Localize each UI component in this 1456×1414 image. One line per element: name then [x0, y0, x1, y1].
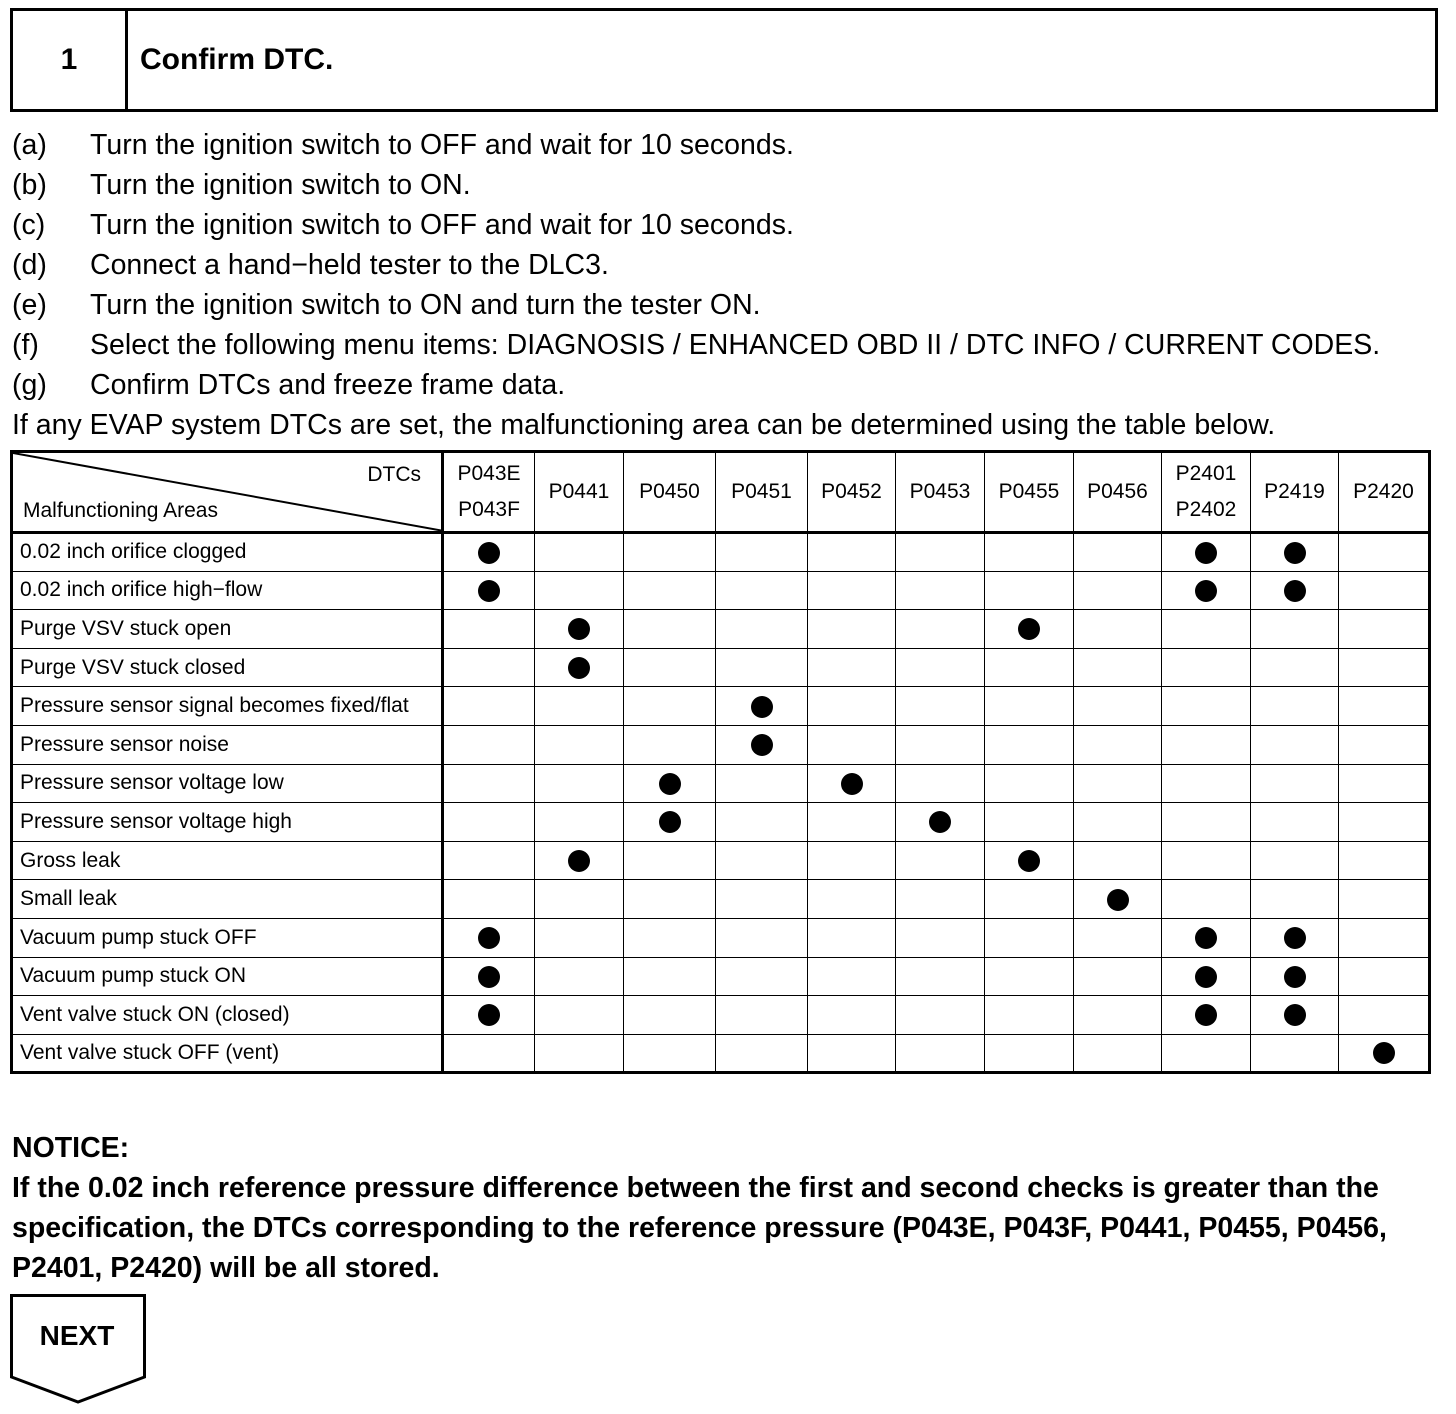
dtc-cell — [1339, 880, 1430, 919]
dtc-cell — [1074, 957, 1162, 996]
dtc-cell — [624, 996, 716, 1035]
applicable-dot-icon — [478, 542, 500, 564]
step-title: Confirm DTC. — [140, 43, 334, 76]
dtc-cell — [1074, 764, 1162, 803]
dtc-cell — [896, 841, 985, 880]
dtc-cell — [896, 725, 985, 764]
dtc-cell — [1074, 918, 1162, 957]
dtc-cell — [1339, 725, 1430, 764]
dtc-cell — [1162, 533, 1251, 572]
table-row — [12, 880, 1430, 919]
dtc-cell — [985, 610, 1074, 649]
dtc-cell — [624, 764, 716, 803]
dtc-cell — [896, 996, 985, 1035]
dtc-cell — [535, 725, 624, 764]
dtc-table — [10, 450, 1431, 1074]
dtc-cell — [808, 533, 896, 572]
dtc-cell — [896, 533, 985, 572]
table-row — [12, 687, 1430, 726]
step-letter: (b) — [12, 168, 47, 201]
dtc-cell — [1339, 648, 1430, 687]
malfunction-area: Small leak — [12, 880, 443, 919]
dtc-code: P2420 — [1353, 480, 1414, 503]
procedure-step — [12, 125, 1452, 165]
malfunction-area: 0.02 inch orifice high−flow — [12, 571, 443, 610]
dtc-cell — [1339, 610, 1430, 649]
dtc-cell — [1074, 880, 1162, 919]
dtc-cell — [985, 996, 1074, 1035]
applicable-dot-icon — [1018, 618, 1040, 640]
dtc-cell — [808, 996, 896, 1035]
dtc-cell — [535, 571, 624, 610]
dtc-column-header — [535, 452, 624, 533]
malfunction-area: Vacuum pump stuck ON — [12, 957, 443, 996]
applicable-dot-icon — [1195, 1004, 1217, 1026]
dtc-cell — [1251, 725, 1339, 764]
dtc-code: P0456 — [1087, 480, 1148, 503]
step-letter: (c) — [12, 208, 46, 241]
step-text: Turn the ignition switch to ON. — [90, 168, 471, 201]
dtc-cell — [535, 880, 624, 919]
dtc-column-header — [896, 452, 985, 533]
dtc-cell — [1251, 610, 1339, 649]
dtc-cell — [808, 957, 896, 996]
dtc-cell — [896, 1034, 985, 1073]
dtc-cell — [808, 610, 896, 649]
dtc-cell — [716, 725, 808, 764]
dtc-code: P043E — [457, 462, 521, 485]
applicable-dot-icon — [568, 850, 590, 872]
dtc-cell — [1162, 803, 1251, 842]
next-label: NEXT — [39, 1320, 115, 1351]
malfunction-area: Purge VSV stuck open — [12, 610, 443, 649]
dtc-cell — [1162, 841, 1251, 880]
dtc-cell — [1251, 571, 1339, 610]
step-letter: (f) — [12, 328, 39, 361]
dtc-cell — [716, 687, 808, 726]
dtc-cell — [535, 957, 624, 996]
applicable-dot-icon — [1018, 850, 1040, 872]
dtc-cell — [896, 610, 985, 649]
dtc-cell — [535, 610, 624, 649]
step-header — [10, 8, 1438, 112]
dtc-cell — [443, 648, 535, 687]
procedure-steps — [12, 125, 1452, 405]
dtc-cell — [443, 764, 535, 803]
dtc-cell — [1074, 648, 1162, 687]
table-row — [12, 918, 1430, 957]
dtc-cell — [535, 533, 624, 572]
malfunction-area: Pressure sensor voltage high — [12, 803, 443, 842]
dtc-column-header — [443, 452, 535, 533]
dtc-cell — [1339, 918, 1430, 957]
dtc-cell — [1339, 841, 1430, 880]
dtc-cell — [1251, 841, 1339, 880]
dtc-cell — [1162, 880, 1251, 919]
dtc-cell — [624, 1034, 716, 1073]
dtc-cell — [1162, 996, 1251, 1035]
step-text: Turn the ignition switch to OFF and wait for 10 seconds. — [90, 128, 794, 161]
dtc-cell — [896, 571, 985, 610]
table-row — [12, 764, 1430, 803]
dtc-cell — [1339, 996, 1430, 1035]
applicable-dot-icon — [841, 773, 863, 795]
dtc-cell — [808, 803, 896, 842]
dtc-code: P0441 — [548, 480, 610, 503]
dtc-code: P2401 — [1175, 462, 1237, 485]
dtc-cell — [1251, 648, 1339, 687]
dtc-cell — [1162, 918, 1251, 957]
dtc-code: P2419 — [1264, 480, 1325, 503]
dtc-cell — [716, 957, 808, 996]
dtc-cell — [1162, 725, 1251, 764]
step-letter: (e) — [12, 288, 47, 321]
notice-block — [12, 1128, 1452, 1288]
dtc-cell — [443, 1034, 535, 1073]
table-row — [12, 996, 1430, 1035]
step-text: Select the following menu items: DIAGNOSIS / ENHANCED OBD II / DTC INFO / CURRENT CODES. — [90, 328, 1381, 361]
dtc-cell — [896, 957, 985, 996]
dtc-cell — [716, 803, 808, 842]
dtc-cell — [985, 918, 1074, 957]
dtc-cell — [716, 996, 808, 1035]
table-row — [12, 957, 1430, 996]
applicable-dot-icon — [1284, 966, 1306, 988]
dtc-cell — [1251, 996, 1339, 1035]
dtc-cell — [808, 571, 896, 610]
next-marker — [10, 1294, 148, 1406]
dtc-cell — [896, 687, 985, 726]
dtc-column-header — [1162, 452, 1251, 533]
step-letter: (d) — [12, 248, 47, 281]
dtc-cell — [1162, 571, 1251, 610]
dtc-column-header — [985, 452, 1074, 533]
dtc-cell — [624, 648, 716, 687]
dtc-cell — [624, 725, 716, 764]
malfunction-area: Gross leak — [12, 841, 443, 880]
malfunction-area: Pressure sensor voltage low — [12, 764, 443, 803]
applicable-dot-icon — [478, 580, 500, 602]
dtc-cell — [1339, 1034, 1430, 1073]
dtc-column-header — [808, 452, 896, 533]
step-number: 1 — [13, 11, 128, 109]
dtc-cell — [535, 918, 624, 957]
procedure-step — [12, 165, 1452, 205]
malfunction-area: Pressure sensor noise — [12, 725, 443, 764]
dtc-cell — [443, 803, 535, 842]
dtc-cell — [716, 571, 808, 610]
notice-heading: NOTICE: — [12, 1132, 130, 1164]
dtc-cell — [716, 918, 808, 957]
dtc-cell — [1251, 1034, 1339, 1073]
corner-dtcs-label: DTCs — [367, 463, 421, 486]
dtc-cell — [443, 571, 535, 610]
table-row — [12, 571, 1430, 610]
dtc-cell — [1074, 1034, 1162, 1073]
dtc-cell — [808, 725, 896, 764]
malfunction-area: 0.02 inch orifice clogged — [12, 533, 443, 572]
dtc-cell — [985, 803, 1074, 842]
table-row — [12, 725, 1430, 764]
dtc-cell — [624, 803, 716, 842]
dtc-cell — [624, 880, 716, 919]
dtc-cell — [443, 533, 535, 572]
procedure-step — [12, 365, 1452, 405]
step-text: Connect a hand−held tester to the DLC3. — [90, 248, 609, 281]
procedure-step — [12, 205, 1452, 245]
dtc-cell — [896, 803, 985, 842]
dtc-cell — [1251, 764, 1339, 803]
procedure-step — [12, 325, 1452, 365]
table-header-row — [12, 452, 1430, 533]
dtc-cell — [535, 764, 624, 803]
dtc-cell — [1339, 764, 1430, 803]
dtc-cell — [896, 880, 985, 919]
dtc-cell — [624, 687, 716, 726]
dtc-cell — [1074, 803, 1162, 842]
dtc-cell — [1162, 648, 1251, 687]
applicable-dot-icon — [1195, 580, 1217, 602]
dtc-cell — [808, 764, 896, 803]
dtc-cell — [985, 725, 1074, 764]
dtc-cell — [624, 918, 716, 957]
dtc-cell — [985, 648, 1074, 687]
dtc-cell — [1074, 687, 1162, 726]
dtc-code: P0453 — [909, 480, 971, 503]
notice-text: If the 0.02 inch reference pressure difference between the first and second checks is greater than the specification, the DTCs corresponding to the reference pressure (P043E, P043F, P0441, P0455, P0456, P2401, P2420) will be all stored. — [12, 1172, 1387, 1284]
dtc-cell — [1162, 957, 1251, 996]
dtc-cell — [535, 841, 624, 880]
dtc-cell — [985, 687, 1074, 726]
dtc-cell — [985, 957, 1074, 996]
dtc-cell — [1074, 533, 1162, 572]
dtc-cell — [985, 533, 1074, 572]
table-row — [12, 841, 1430, 880]
procedure-step — [12, 285, 1452, 325]
dtc-code: P0452 — [821, 480, 882, 503]
dtc-column-header — [624, 452, 716, 533]
dtc-cell — [716, 533, 808, 572]
dtc-cell — [535, 803, 624, 842]
dtc-cell — [443, 996, 535, 1035]
dtc-cell — [535, 1034, 624, 1073]
dtc-column-header — [1251, 452, 1339, 533]
applicable-dot-icon — [1284, 580, 1306, 602]
dtc-cell — [808, 1034, 896, 1073]
dtc-code: P043F — [458, 498, 520, 521]
dtc-column-header — [1339, 452, 1430, 533]
malfunction-area: Vent valve stuck ON (closed) — [12, 996, 443, 1035]
table-row — [12, 610, 1430, 649]
table-row — [12, 533, 1430, 572]
dtc-cell — [985, 841, 1074, 880]
dtc-cell — [535, 996, 624, 1035]
dtc-cell — [1339, 803, 1430, 842]
dtc-cell — [808, 841, 896, 880]
dtc-cell — [716, 1034, 808, 1073]
dtc-cell — [1074, 571, 1162, 610]
corner-areas-label: Malfunctioning Areas — [23, 499, 218, 522]
dtc-cell — [896, 764, 985, 803]
applicable-dot-icon — [1195, 542, 1217, 564]
dtc-cell — [1339, 533, 1430, 572]
dtc-cell — [1251, 880, 1339, 919]
dtc-cell — [808, 880, 896, 919]
dtc-cell — [985, 1034, 1074, 1073]
applicable-dot-icon — [659, 811, 681, 833]
applicable-dot-icon — [568, 618, 590, 640]
dtc-cell — [1162, 610, 1251, 649]
step-letter: (g) — [12, 368, 47, 401]
dtc-cell — [443, 918, 535, 957]
procedure-step — [12, 245, 1452, 285]
dtc-cell — [535, 648, 624, 687]
dtc-cell — [624, 533, 716, 572]
dtc-cell — [1251, 687, 1339, 726]
dtc-cell — [716, 648, 808, 687]
dtc-cell — [808, 687, 896, 726]
table-body — [12, 533, 1430, 1073]
applicable-dot-icon — [478, 1004, 500, 1026]
applicable-dot-icon — [1195, 966, 1217, 988]
dtc-cell — [1339, 571, 1430, 610]
dtc-cell — [716, 610, 808, 649]
applicable-dot-icon — [1284, 542, 1306, 564]
applicable-dot-icon — [1373, 1042, 1395, 1064]
dtc-cell — [1074, 725, 1162, 764]
applicable-dot-icon — [659, 773, 681, 795]
dtc-cell — [716, 841, 808, 880]
dtc-cell — [1074, 610, 1162, 649]
dtc-cell — [624, 571, 716, 610]
applicable-dot-icon — [1284, 1004, 1306, 1026]
table-row — [12, 803, 1430, 842]
dtc-cell — [1251, 957, 1339, 996]
malfunction-area: Pressure sensor signal becomes fixed/flat — [12, 687, 443, 726]
malfunction-area: Vent valve stuck OFF (vent) — [12, 1034, 443, 1073]
dtc-column-header — [716, 452, 808, 533]
step-text: Turn the ignition switch to ON and turn the tester ON. — [90, 288, 761, 321]
step-letter: (a) — [12, 128, 47, 161]
dtc-cell — [1074, 996, 1162, 1035]
table-row — [12, 1034, 1430, 1073]
dtc-cell — [1162, 687, 1251, 726]
dtc-cell — [1251, 918, 1339, 957]
dtc-cell — [1162, 1034, 1251, 1073]
dtc-cell — [443, 610, 535, 649]
dtc-code: P0451 — [731, 480, 792, 503]
dtc-cell — [1251, 803, 1339, 842]
step-text: Turn the ignition switch to OFF and wait for 10 seconds. — [90, 208, 794, 241]
dtc-cell — [1251, 533, 1339, 572]
dtc-cell — [443, 957, 535, 996]
dtc-cell — [896, 648, 985, 687]
dtc-cell — [443, 687, 535, 726]
dtc-cell — [985, 764, 1074, 803]
applicable-dot-icon — [1195, 927, 1217, 949]
dtc-cell — [808, 918, 896, 957]
dtc-cell — [624, 610, 716, 649]
applicable-dot-icon — [568, 657, 590, 679]
applicable-dot-icon — [478, 927, 500, 949]
dtc-column-header — [1074, 452, 1162, 533]
dtc-cell — [716, 880, 808, 919]
dtc-cell — [896, 918, 985, 957]
applicable-dot-icon — [1284, 927, 1306, 949]
dtc-cell — [443, 880, 535, 919]
dtc-cell — [985, 571, 1074, 610]
dtc-code: P2402 — [1175, 498, 1237, 521]
dtc-cell — [443, 841, 535, 880]
applicable-dot-icon — [929, 811, 951, 833]
dtc-code: P0450 — [639, 480, 700, 503]
dtc-cell — [1162, 764, 1251, 803]
dtc-code: P0455 — [998, 480, 1060, 503]
dtc-cell — [624, 957, 716, 996]
applicable-dot-icon — [751, 696, 773, 718]
step-text: Confirm DTCs and freeze frame data. — [90, 368, 566, 401]
applicable-dot-icon — [751, 734, 773, 756]
applicable-dot-icon — [478, 966, 500, 988]
dtc-cell — [985, 880, 1074, 919]
table-intro: If any EVAP system DTCs are set, the malfunctioning area can be determined using the table below. — [12, 408, 1276, 441]
dtc-cell — [716, 764, 808, 803]
dtc-cell — [624, 841, 716, 880]
dtc-cell — [535, 687, 624, 726]
applicable-dot-icon — [1107, 889, 1129, 911]
dtc-cell — [1074, 841, 1162, 880]
dtc-cell — [443, 725, 535, 764]
dtc-cell — [1339, 957, 1430, 996]
table-row — [12, 648, 1430, 687]
malfunction-area: Purge VSV stuck closed — [12, 648, 443, 687]
corner-cell — [12, 452, 443, 533]
dtc-cell — [808, 648, 896, 687]
malfunction-area: Vacuum pump stuck OFF — [12, 918, 443, 957]
dtc-cell — [1339, 687, 1430, 726]
